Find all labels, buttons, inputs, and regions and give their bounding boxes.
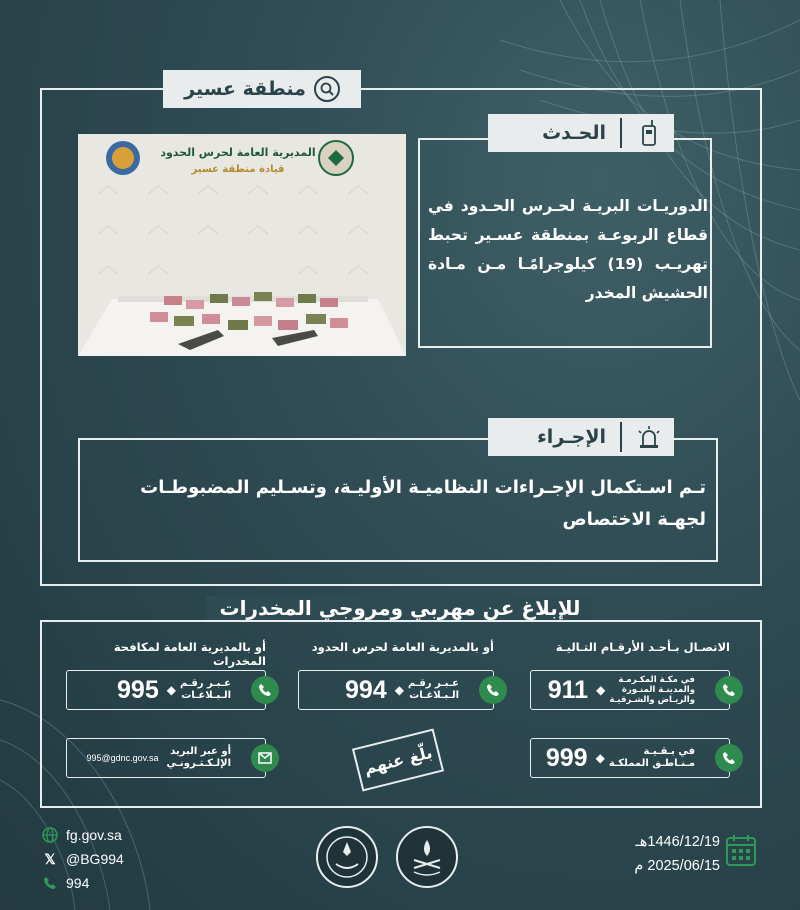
gregorian-date: 2025/06/15 م	[634, 858, 720, 874]
number-995: 995	[117, 675, 159, 704]
number-994: 994	[345, 675, 387, 704]
number-box-999[interactable]	[530, 738, 730, 778]
tag-divider	[620, 118, 622, 148]
footer-website[interactable]	[42, 827, 122, 843]
border-guard-emblem	[396, 826, 458, 888]
number-box-911[interactable]	[530, 670, 730, 710]
col2-title: أو بالمديرية العامة لحرس الحدود	[311, 640, 494, 654]
label-line: أو عبر البريد	[170, 746, 231, 757]
label-line: الـبـلاغـات	[409, 690, 459, 701]
seizure-photo	[78, 134, 406, 356]
col1-title: الاتصـال بـأحـد الأرقـام التـاليـة	[555, 640, 730, 654]
phone-icon	[715, 744, 743, 772]
number-911: 911	[547, 675, 589, 704]
tag-divider	[620, 422, 622, 452]
report-heading	[0, 596, 800, 620]
label-line: في مكـة المكـرمـة	[618, 675, 695, 685]
label-line: والمدينـة المنـورة	[621, 685, 695, 695]
label-line: والريـاض والشـرقيـة	[609, 695, 695, 705]
email-address[interactable]: 995@gdnc.gov.sa	[86, 753, 159, 763]
number-box-994[interactable]	[298, 670, 494, 710]
globe-icon	[42, 827, 58, 843]
phone-icon	[479, 676, 507, 704]
number-995-label	[180, 678, 251, 702]
photo-banner-subtitle: قيادة منطقة عسير	[191, 164, 285, 175]
phone-icon	[715, 676, 743, 704]
photo-banner-title: المديرية العامة لحرس الحدود	[160, 146, 316, 159]
siren-icon	[636, 424, 662, 450]
label-line: مـنـاطـق المملكـة	[608, 758, 695, 769]
phone-icon	[42, 875, 58, 891]
col3-title: أو بالمديرية العامة لمكافحة المخدرات	[113, 640, 266, 668]
action-tag-label: الإجـراء	[537, 426, 606, 448]
footer-x-handle[interactable]	[42, 851, 124, 867]
region-label: منطقة عسير	[184, 78, 306, 100]
footer-phone[interactable]	[42, 875, 89, 891]
label-line: عـبـر رقـم	[179, 678, 231, 689]
calendar-icon	[726, 834, 756, 866]
hijri-date: 1446/12/19هـ	[635, 834, 720, 850]
label-line: في بـقـيـة	[643, 746, 695, 757]
action-tag	[488, 418, 674, 456]
number-999-label	[609, 746, 715, 770]
search-drug-icon	[314, 76, 340, 102]
report-them-stamp: بلّغ عنهم	[352, 728, 444, 791]
website-text: fg.gov.sa	[66, 827, 122, 843]
email-label	[166, 746, 251, 770]
label-line: الإلـكـتـرونـي	[166, 758, 231, 769]
region-tag	[163, 70, 361, 108]
arrow-icon: ◆	[595, 751, 605, 765]
x-handle-text: @BG994	[66, 851, 124, 867]
event-tag	[488, 114, 674, 152]
event-text: الدوريـات البريـة لحـرس الحـدود في قطاع الربوعـة بمنطقة عسـير تحبط تهريـب (19) كيلوجرامًـا مـن مـادة الحشيش المخدر	[428, 197, 708, 302]
email-icon	[251, 744, 279, 772]
label-line: الـبـلاغـات	[181, 690, 231, 701]
action-text: تـم اسـتكمال الإجـراءات النظاميـة الأوليـة، وتسـليم المضبوطـات لجهـة الاختصاص	[140, 477, 706, 530]
arrow-icon: ◆	[596, 683, 606, 697]
number-994-label	[408, 678, 479, 702]
label-line: عـبـر رقـم	[407, 678, 459, 689]
arrow-icon: ◆	[394, 683, 404, 697]
number-999: 999	[545, 743, 588, 772]
report-heading-text: للإبلاغ عن مهربي ومروجي المخدرات	[206, 596, 595, 620]
phone-icon	[251, 676, 279, 704]
number-box-995[interactable]	[66, 670, 266, 710]
email-box[interactable]	[66, 738, 266, 778]
arrow-icon: ◆	[166, 683, 176, 697]
narcotics-control-emblem	[316, 826, 378, 888]
x-logo-icon: 𝕏	[44, 850, 56, 867]
walkie-talkie-icon	[636, 120, 662, 146]
number-911-label	[609, 675, 715, 705]
phone-text: 994	[66, 875, 90, 891]
event-tag-label: الحـدث	[542, 122, 606, 144]
